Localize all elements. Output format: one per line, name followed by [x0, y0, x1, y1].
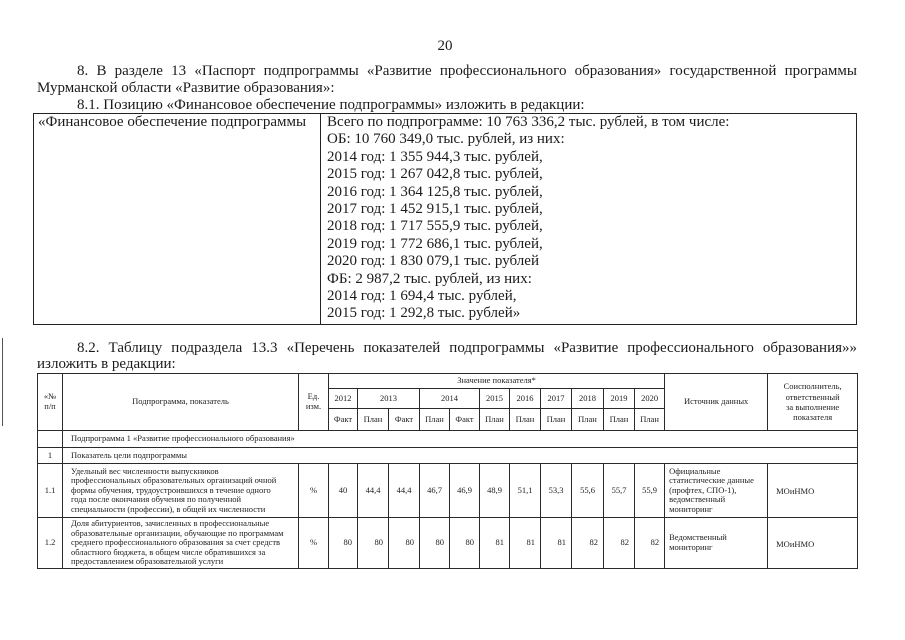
row-number: 1: [38, 448, 63, 464]
financing-year-line: 2014 год: 1 355 944,3 тыс. рублей,: [327, 148, 543, 165]
subprogram-title: Подпрограмма 1 «Развитие профессионального образования»: [63, 431, 858, 448]
indicator-name: Доля абитуриентов, зачисленных в профессиональные образовательные организации, обучающие по программам среднего профессионального образования за счет средств областного бюджета, в общем числе обратившихся за предоставлением образовательной услуги: [63, 518, 299, 569]
financing-year-line: 2014 год: 1 694,4 тыс. рублей,: [327, 287, 517, 304]
value-cell: 80: [420, 518, 450, 569]
value-cell: 82: [635, 518, 665, 569]
year-header: 2012: [329, 389, 358, 409]
section-8-intro-line: 8. В разделе 13 «Паспорт подпрограммы «Развитие профессионального образования» государственной программы: [77, 63, 857, 79]
value-cell: 48,9: [480, 464, 510, 518]
financing-year-line: 2017 год: 1 452 915,1 тыс. рублей,: [327, 200, 543, 217]
financing-year-line: 2019 год: 1 772 686,1 тыс. рублей,: [327, 235, 543, 252]
table-row: [38, 464, 858, 518]
financing-regional-budget-line: ОБ: 10 760 349,0 тыс. рублей, из них:: [327, 131, 565, 148]
year-header: 2014: [420, 389, 480, 409]
value-cell: 51,1: [510, 464, 541, 518]
header-data-source: Источник данных: [665, 374, 768, 431]
value-cell: 80: [329, 518, 358, 569]
value-cell: 80: [389, 518, 420, 569]
plan-fact-header: План: [510, 409, 541, 431]
year-header: 2013: [358, 389, 420, 409]
financing-year-line: 2018 год: 1 717 555,9 тыс. рублей,: [327, 218, 543, 235]
page-number: 20: [437, 38, 453, 54]
header-indicator: Подпрограмма, показатель: [63, 374, 299, 431]
value-cell: 46,7: [420, 464, 450, 518]
plan-fact-header: План: [541, 409, 572, 431]
header-number: «№ п/п: [38, 374, 63, 431]
unit-cell: %: [299, 518, 329, 569]
financing-total-line: Всего по подпрограмме: 10 763 336,2 тыс. рублей, в том числе:: [327, 114, 730, 130]
value-cell: 55,6: [572, 464, 604, 518]
header-indicator-value: Значение показателя*: [329, 374, 665, 389]
plan-fact-header: План: [572, 409, 604, 431]
header-row: [38, 374, 858, 389]
goal-title: Показатель цели подпрограммы: [63, 448, 858, 464]
unit-cell: %: [299, 464, 329, 518]
plan-fact-header: План: [420, 409, 450, 431]
table-row: [38, 518, 858, 569]
row-number: 1.1: [38, 464, 63, 518]
value-cell: 53,3: [541, 464, 572, 518]
financing-year-line: 2015 год: 1 267 042,8 тыс. рублей,: [327, 166, 543, 183]
data-source-cell: Официальные статистические данные (профтех, СПО-1), ведомственный мониторинг: [665, 464, 768, 518]
value-cell: 55,7: [604, 464, 635, 518]
header-unit: Ед. изм.: [299, 374, 329, 431]
subprogram-row: [38, 431, 858, 448]
value-cell: 81: [541, 518, 572, 569]
value-cell: 80: [358, 518, 389, 569]
plan-fact-header: План: [480, 409, 510, 431]
financing-year-line: 2016 год: 1 364 125,8 тыс. рублей,: [327, 183, 543, 200]
co-executor-cell: МОиНМО: [768, 518, 858, 569]
scan-edge-mark: [2, 338, 3, 426]
value-cell: 81: [510, 518, 541, 569]
value-cell: 80: [450, 518, 480, 569]
header-co-executor: Соисполнитель, ответственный за выполнение показателя: [768, 374, 858, 431]
plan-fact-header: План: [358, 409, 389, 431]
value-cell: 82: [604, 518, 635, 569]
row-number: 1.2: [38, 518, 63, 569]
plan-fact-header: Факт: [450, 409, 480, 431]
row-number: [38, 431, 63, 448]
financing-table: [33, 113, 857, 325]
year-header: 2019: [604, 389, 635, 409]
data-source-cell: Ведомственный мониторинг: [665, 518, 768, 569]
value-cell: 44,4: [389, 464, 420, 518]
plan-fact-header: План: [635, 409, 665, 431]
item-8-2-text: изложить в редакции:: [37, 356, 176, 372]
year-header: 2015: [480, 389, 510, 409]
financing-label: «Финансовое обеспечение подпрограммы: [38, 114, 307, 130]
year-header: 2016: [510, 389, 541, 409]
value-cell: 81: [480, 518, 510, 569]
section-8-intro-line: Мурманской области «Развитие образования»:: [37, 80, 335, 96]
co-executor-cell: МОиНМО: [768, 464, 858, 518]
plan-fact-header: Факт: [329, 409, 358, 431]
plan-fact-header: Факт: [389, 409, 420, 431]
indicators-table: [37, 373, 858, 569]
plan-fact-header: План: [604, 409, 635, 431]
financing-federal-budget-line: ФБ: 2 987,2 тыс. рублей, из них:: [327, 270, 532, 287]
financing-label-cell: [34, 114, 321, 324]
indicator-name: Удельный вес численности выпускников профессиональных образовательных организаций очной формы обучения, трудоустроившихся в течение одного года после окончания обучения по полученной специальности (профессии), в общей их численности: [63, 464, 299, 518]
value-cell: 44,4: [358, 464, 389, 518]
year-header: 2017: [541, 389, 572, 409]
financing-values-cell: [321, 114, 856, 324]
financing-year-line: 2015 год: 1 292,8 тыс. рублей»: [327, 305, 521, 322]
year-header: 2018: [572, 389, 604, 409]
item-8-1-text: 8.1. Позицию «Финансовое обеспечение подпрограммы» изложить в редакции:: [77, 97, 585, 113]
goal-row: [38, 448, 858, 464]
year-header: 2020: [635, 389, 665, 409]
value-cell: 40: [329, 464, 358, 518]
value-cell: 46,9: [450, 464, 480, 518]
item-8-2-text: 8.2. Таблицу подраздела 13.3 «Перечень показателей подпрограммы «Развитие профессионального образования»»: [77, 340, 857, 356]
financing-year-line: 2020 год: 1 830 079,1 тыс. рублей: [327, 253, 539, 270]
value-cell: 55,9: [635, 464, 665, 518]
value-cell: 82: [572, 518, 604, 569]
